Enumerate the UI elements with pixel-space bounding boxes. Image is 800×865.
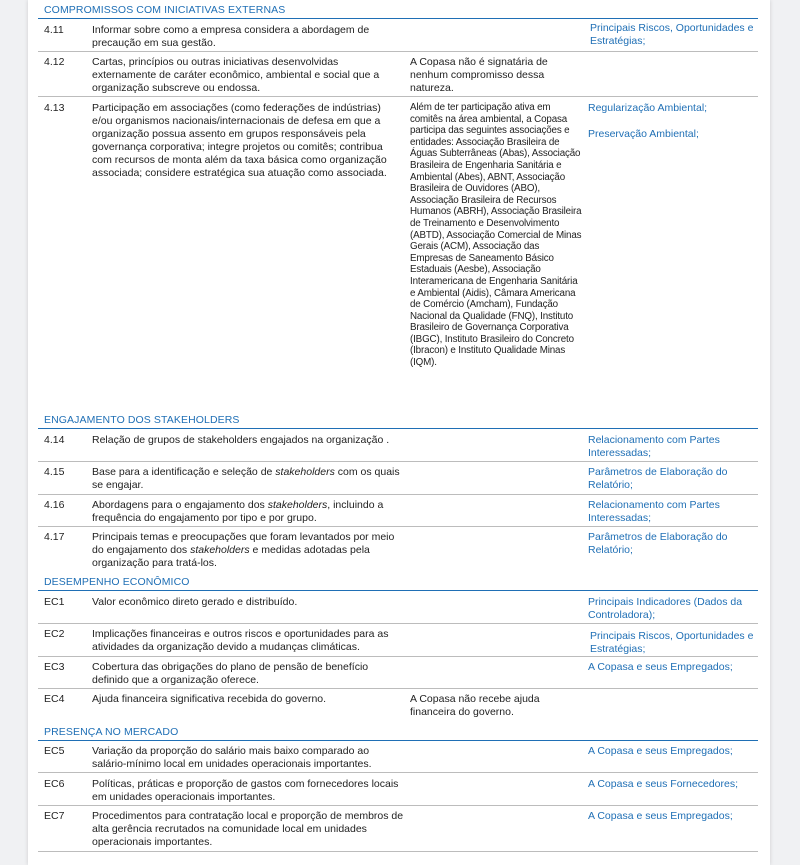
- indicator-code: 4.17: [44, 531, 65, 543]
- reference-link[interactable]: Relacionamento com Partes Interessadas;: [588, 499, 720, 524]
- document-page: [28, 0, 770, 865]
- section-title-engajamento: ENGAJAMENTO DOS STAKEHOLDERS: [44, 414, 240, 426]
- row-divider: [38, 526, 758, 527]
- indicator-description: Ajuda financeira significativa recebida do governo.: [92, 693, 327, 705]
- indicator-code: EC2: [44, 628, 65, 640]
- indicator-description: Variação da proporção do salário mais baixo comparado ao salário-mínimo local em unidades operacionais importantes.: [92, 745, 372, 770]
- indicator-code: EC1: [44, 596, 65, 608]
- indicator-code: 4.12: [44, 56, 65, 68]
- reference-link[interactable]: A Copasa e seus Empregados;: [588, 745, 733, 757]
- indicator-code: 4.11: [44, 24, 64, 36]
- indicator-description: Valor econômico direto gerado e distribuído.: [92, 596, 298, 608]
- section-rule: [38, 590, 758, 591]
- reference-link[interactable]: Relacionamento com Partes Interessadas;: [588, 434, 720, 459]
- indicator-code: EC5: [44, 745, 65, 757]
- indicator-code: 4.16: [44, 499, 65, 511]
- row-divider: [38, 805, 758, 806]
- response-text: A Copasa não recebe ajuda financeira do governo.: [410, 693, 540, 718]
- indicator-description: Cartas, princípios ou outras iniciativas desenvolvidas externamente de caráter econômico, ambiental e social que a organização subscreve ou endossa.: [92, 56, 380, 94]
- row-divider: [38, 656, 758, 657]
- row-divider: [38, 623, 758, 624]
- indicator-code: EC6: [44, 778, 65, 790]
- reference-link[interactable]: Principais Riscos, Oportunidades e Estratégias;: [590, 22, 754, 47]
- response-text: A Copasa não é signatária de nenhum compromisso dessa natureza.: [410, 56, 548, 94]
- reference-link[interactable]: Parâmetros de Elaboração do Relatório;: [588, 531, 728, 556]
- section-title-compromissos: COMPROMISSOS COM INICIATIVAS EXTERNAS: [44, 4, 286, 16]
- section-title-mercado: PRESENÇA NO MERCADO: [44, 726, 179, 738]
- section-rule: [38, 18, 758, 19]
- response-text: Além de ter participação ativa em comitês na área ambiental, a Copasa participa das seguintes associações e entidades: Associação Brasileira de Águas Subterrâneas (Abas), Associação Brasileira de Engenharia Sanitária e Ambiental (Abes), ABNT, Associação Brasileira de Ouvidores (ABO), Associação Brasileira de Recursos Humanos (ABRH), Associação Brasileira de Treinamento e Desenvolvimento (ABTD), Associação Comercial de Minas Gerais (ACM), Associação das Empresas de Saneamento Básico Estaduais (Aesbe), Associação Interamericana de Engenharia Sanitária e Ambiental (Aidis), Câmara Americana de Comércio (Amcham), Fundação Nacional da Qualidade (FNQ), Instituto Brasileiro de Governança Corporativa (IBGC), Instituto Brasileiro do Concreto (Ibracon) e Instituto Qualidade Minas (IQM).: [410, 102, 582, 369]
- reference-link[interactable]: A Copasa e seus Fornecedores;: [588, 778, 739, 790]
- reference-link[interactable]: Parâmetros de Elaboração do Relatório;: [588, 466, 728, 491]
- reference-link[interactable]: Regularização Ambiental;: [588, 102, 708, 114]
- indicator-description: Implicações financeiras e outros riscos e oportunidades para as atividades da organização devido a mudanças climáticas.: [92, 628, 389, 653]
- indicator-code: EC7: [44, 810, 65, 822]
- reference-link[interactable]: Principais Indicadores (Dados da Controladora);: [588, 596, 743, 621]
- reference-links: [588, 102, 758, 141]
- section-rule: [38, 740, 758, 741]
- indicator-code: 4.13: [44, 102, 65, 114]
- indicator-code: EC4: [44, 693, 65, 705]
- section-title-economico: DESEMPENHO ECONÔMICO: [44, 576, 190, 588]
- row-divider: [38, 461, 758, 462]
- indicator-code: EC3: [44, 661, 65, 673]
- indicator-code: 4.14: [44, 434, 65, 446]
- reference-link[interactable]: A Copasa e seus Empregados;: [588, 810, 733, 822]
- indicator-code: 4.15: [44, 466, 65, 478]
- indicator-description: Abordagens para o engajamento dos stakeholders, incluindo a frequência do engajamento por tipo e por grupo.: [92, 499, 384, 524]
- reference-link[interactable]: A Copasa e seus Empregados;: [588, 661, 733, 673]
- indicator-description: Cobertura das obrigações do plano de pensão de benefício definido que a organização oferece.: [92, 661, 369, 686]
- indicator-description: Principais temas e preocupações que foram levantados por meio do engajamento dos stakeholders e medidas adotadas pela organização para tratá-los.: [92, 531, 395, 569]
- indicator-description: Relação de grupos de stakeholders engajados na organização .: [92, 434, 390, 446]
- indicator-description: Base para a identificação e seleção de stakeholders com os quais se engajar.: [92, 466, 400, 491]
- indicator-description: Participação em associações (como federações de indústrias) e/ou organismos nacionais/internacionais de defesa em que a organização possua assento em grupos responsáveis pela governança corporativa; integre projetos ou comitês; contribua com recursos de monta além da taxa básica como organização associada; considere estratégica sua atuação como associada.: [92, 102, 387, 179]
- indicator-description: Políticas, práticas e proporção de gastos com fornecedores locais em unidades operacionais importantes.: [92, 778, 399, 803]
- row-divider: [38, 96, 758, 97]
- row-divider: [38, 772, 758, 773]
- reference-link[interactable]: Preservação Ambiental;: [588, 128, 699, 140]
- row-divider: [38, 51, 758, 52]
- section-rule: [38, 428, 758, 429]
- row-divider: [38, 494, 758, 495]
- indicator-description: Procedimentos para contratação local e proporção de membros de alta gerência recrutados na comunidade local em unidades operacionais importantes.: [92, 810, 404, 848]
- indicator-description: Informar sobre como a empresa considera a abordagem de precaução em sua gestão.: [92, 24, 370, 49]
- reference-link[interactable]: Principais Riscos, Oportunidades e Estratégias;: [590, 630, 754, 655]
- row-divider: [38, 688, 758, 689]
- row-divider: [38, 851, 758, 852]
